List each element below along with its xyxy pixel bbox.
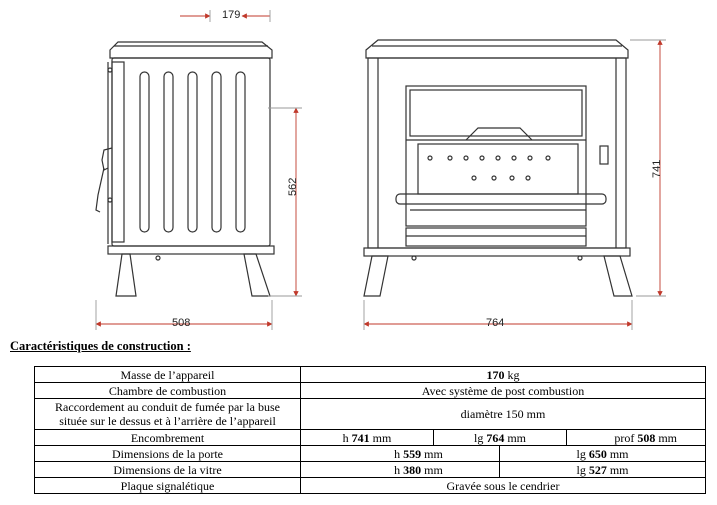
side-view [96,42,274,296]
size-depth: prof 508 mm [567,430,706,446]
table-row [35,446,706,462]
plate-value: Gravée sous le cendrier [301,478,706,494]
glass-width: lg 527 mm [500,462,706,478]
combustion-label: Chambre de combustion [35,383,301,399]
size-width: lg 764 mm [434,430,567,446]
door-width: lg 650 mm [500,446,706,462]
spec-table [34,366,706,494]
table-row [35,399,706,430]
flue-label: Raccordement au conduit de fumée par la buse située sur le dessus et à l’arrière de l’appareil [35,399,301,430]
table-row [35,478,706,494]
combustion-value: Avec système de post combustion [301,383,706,399]
table-row [35,462,706,478]
door-height: h 559 mm [301,446,500,462]
dim-side-width-label: 508 [172,317,191,329]
section-title: Caractéristiques de construction : [10,339,191,353]
plate-label: Plaque signalétique [35,478,301,494]
glass-height: h 380 mm [301,462,500,478]
table-row [35,383,706,399]
size-height: h 741 mm [301,430,434,446]
dim-side-height-label: 562 [287,177,299,196]
table-row [35,367,706,383]
table-row [35,430,706,446]
size-label: Encombrement [35,430,301,446]
front-view [364,40,632,296]
glass-label: Dimensions de la vitre [35,462,301,478]
mass-label: Masse de l’appareil [35,367,301,383]
mass-value: 170 kg [301,367,706,383]
flue-value: diamètre 150 mm [301,399,706,430]
dim-front-height-label: 741 [651,159,663,178]
dim-depth-label: 179 [222,9,241,21]
dim-front-width-label: 764 [486,317,505,329]
door-label: Dimensions de la porte [35,446,301,462]
